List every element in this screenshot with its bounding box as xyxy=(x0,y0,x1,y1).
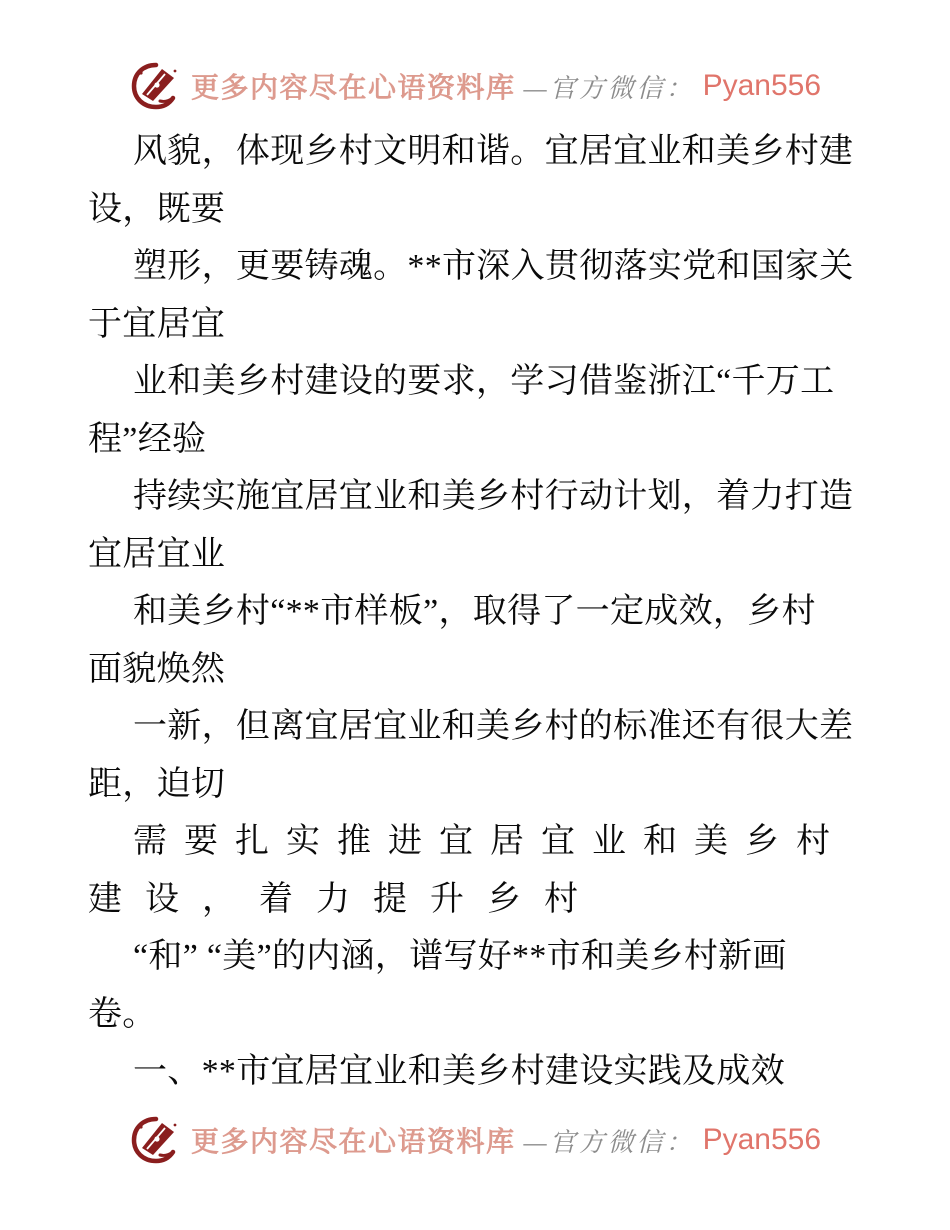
document-lines xyxy=(88,123,868,1101)
text-line: 风貌，体现乡村文明和谐。宜居宜业和美乡村建 xyxy=(133,133,854,170)
watermark-wechat-id: Pyan556 xyxy=(702,69,822,102)
text-line: 一新，但离宜居宜业和美乡村的标准还有很大差 xyxy=(133,708,854,745)
pen-swirl-logo-icon xyxy=(129,61,183,111)
watermark-site-text: 更多内容尽在心语资料库 xyxy=(190,73,516,104)
text-line: 设，既要 xyxy=(88,190,226,228)
text-line: 塑形，更要铸魂。**市深入贯彻落实党和国家关 xyxy=(133,248,854,285)
pen-swirl-logo-icon xyxy=(129,1115,183,1165)
text-line: 和美乡村“**市样板”，取得了一定成效，乡村 xyxy=(133,593,816,630)
watermark-channel-text: —官方微信： xyxy=(523,1127,695,1157)
text-line: 持续实施宜居宜业和美乡村行动计划，着力打造 xyxy=(133,478,854,515)
text-line: 面貌焕然 xyxy=(88,650,226,688)
text-line: 需要扎实推进宜居宜业和美乡村 xyxy=(133,823,847,860)
text-line: 建设，着力提升乡村 xyxy=(88,880,601,918)
text-line: 于宜居宜 xyxy=(88,305,226,343)
watermark-site-text: 更多内容尽在心语资料库 xyxy=(190,1127,516,1158)
footer-watermark xyxy=(0,1114,950,1166)
text-line: 距，迫切 xyxy=(88,765,226,803)
text-line: 一、**市宜居宜业和美乡村建设实践及成效 xyxy=(133,1053,785,1090)
text-line: 卷。 xyxy=(88,995,157,1033)
text-line: 程”经验 xyxy=(88,420,207,458)
text-line: “和” “美”的内涵，谱写好**市和美乡村新画 xyxy=(133,938,787,975)
watermark-wechat-id: Pyan556 xyxy=(702,1123,822,1156)
text-line: 宜居宜业 xyxy=(88,535,226,573)
text-line: 业和美乡村建设的要求，学习借鉴浙江“千万工 xyxy=(133,363,835,400)
watermark-channel-text: —官方微信： xyxy=(523,73,695,103)
header-watermark xyxy=(0,60,950,112)
